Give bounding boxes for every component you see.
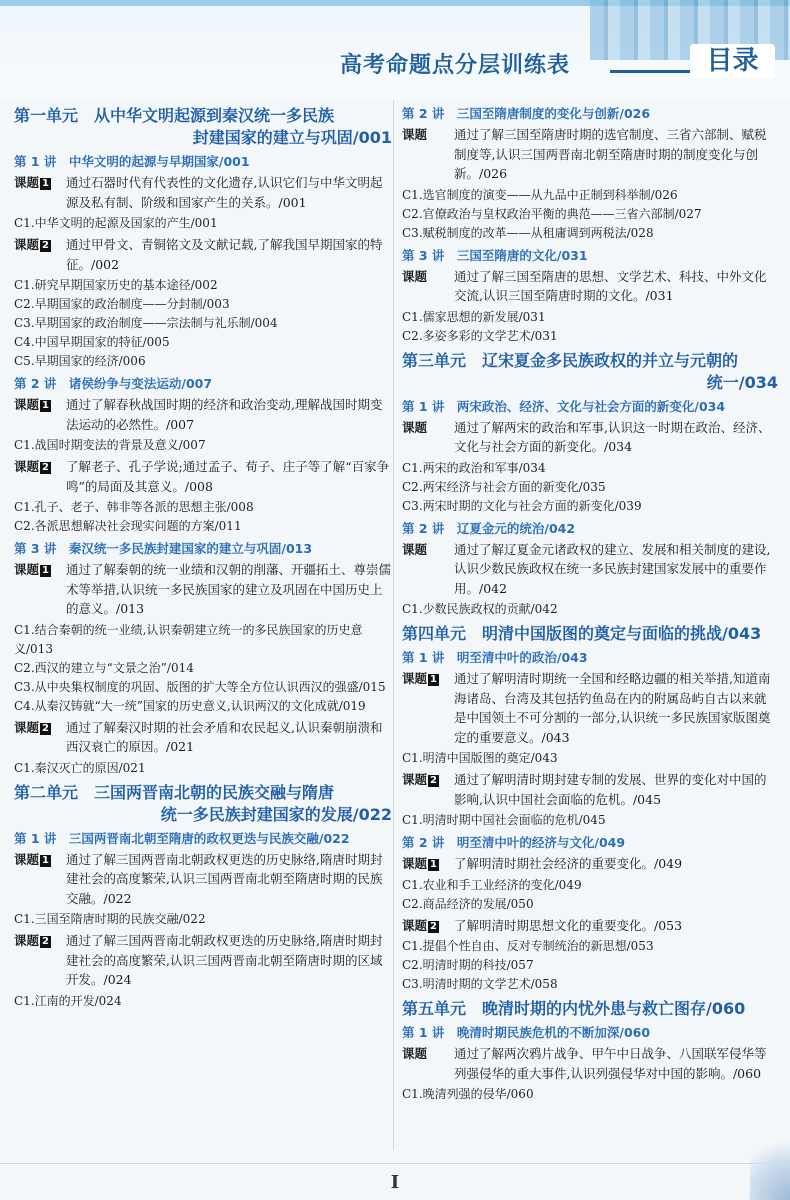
topic-tag: 课题 xyxy=(402,419,428,435)
topic-number-badge: 1 xyxy=(42,565,49,576)
topic-entry[interactable] xyxy=(402,916,778,936)
toc-item[interactable]: C2.多姿多彩的文学艺术/031 xyxy=(402,328,558,343)
unit-heading[interactable] xyxy=(402,623,778,645)
topic-text: 通过了解两宋的政治和军事,认识这一时期在政治、经济、文化与社会方面的新变化。/034 xyxy=(454,419,771,454)
topic-tag: 课题 xyxy=(402,127,428,142)
toc-item[interactable]: C1.明清时期中国社会面临的危机/045 xyxy=(402,813,606,827)
topic-number-badge: 1 xyxy=(430,674,437,685)
topic-text: 通过了解春秋战国时期的经济和政治变动,理解战国时期变法运动的必然性。/007 xyxy=(66,397,383,432)
lecture-heading[interactable]: 第 3 讲 三国至隋唐的文化/031 xyxy=(402,247,588,263)
topic-tag: 课题 2 xyxy=(402,917,437,933)
toc-item[interactable]: C3.从中央集权制度的巩固、版图的扩大等全方位认识西汉的强盛/015 xyxy=(14,679,386,694)
toc-item[interactable]: C1.两宋的政治和军事/034 xyxy=(402,460,546,475)
unit-heading[interactable] xyxy=(402,350,778,394)
toc-item[interactable]: C1.农业和手工业经济的变化/049 xyxy=(402,877,582,892)
topic-tag: 课题 2 xyxy=(14,933,49,948)
toc-item[interactable]: C1.研究早期国家历史的基本途径/002 xyxy=(14,278,218,292)
toc-item[interactable]: C1.三国至隋唐时期的民族交融/022 xyxy=(14,912,206,926)
topic-text: 通过了解三国至隋唐的思想、文学艺术、科技、中外文化交流,认识三国至隋唐时期的文化。/031 xyxy=(454,268,767,303)
lecture-heading[interactable]: 第 1 讲 两宋政治、经济、文化与社会方面的新变化/034 xyxy=(402,398,726,414)
unit-heading[interactable] xyxy=(402,998,778,1020)
footer-divider xyxy=(0,1163,790,1164)
corner-decoration xyxy=(750,1130,790,1200)
toc-item[interactable]: C3.明清时期的文学艺术/058 xyxy=(402,977,558,991)
topic-entry[interactable] xyxy=(14,395,392,434)
toc-item[interactable]: C1.结合秦朝的统一业绩,认识秦朝建立统一的多民族国家的历史意义/013 xyxy=(14,622,363,656)
lecture-heading[interactable]: 第 2 讲 诸侯纷争与变法运动/007 xyxy=(14,376,213,391)
topic-entry[interactable] xyxy=(402,770,778,809)
topic-text: 通过了解三国两晋南北朝政权更迭的历史脉络,隋唐时期封建社会的高度繁荣,认识三国两晋南北朝至隋唐时期的民族交融。/022 xyxy=(66,851,383,906)
topic-tag: 课题 1 xyxy=(14,562,49,577)
topic-tag: 课题 1 xyxy=(14,397,49,412)
toc-item[interactable]: C4.从秦汉铸就“大一统”国家的历史意义,认识两汉的文化成就/019 xyxy=(14,698,366,713)
toc-item[interactable]: C2.早期国家的政治制度——分封制/003 xyxy=(14,297,230,311)
unit-heading[interactable] xyxy=(14,782,392,826)
topic-number-badge: 1 xyxy=(42,854,49,866)
unit-title-line1: 第三单元 辽宋夏金多民族政权的并立与元朝的 xyxy=(402,350,739,370)
topic-tag: 课题 xyxy=(402,541,428,557)
topic-tag: 课题 1 xyxy=(402,856,437,871)
toc-item[interactable]: C2.明清时期的科技/057 xyxy=(402,958,534,972)
lecture-heading[interactable]: 第 1 讲 中华文明的起源与早期国家/001 xyxy=(14,154,250,169)
topic-text: 通过甲骨文、青铜铭文及文献记载,了解我国早期国家的特征。/002 xyxy=(66,237,383,272)
toc-item[interactable]: C3.两宋时期的文化与社会方面的新变化/039 xyxy=(402,498,642,513)
topic-entry[interactable] xyxy=(14,850,392,909)
topic-entry[interactable] xyxy=(14,173,392,212)
lecture-heading[interactable]: 第 2 讲 明至清中叶的经济与文化/049 xyxy=(402,835,626,850)
topic-tag: 课题 2 xyxy=(14,237,49,252)
topic-tag: 课题 1 xyxy=(402,671,437,686)
unit-title-line1: 第一单元 从中华文明起源到秦汉统一多民族 xyxy=(14,106,335,125)
topic-entry[interactable] xyxy=(402,418,778,457)
topic-entry[interactable] xyxy=(402,854,778,874)
topic-text: 通过了解两次鸦片战争、甲午中日战争、八国联军侵华等列强侵华的重大事件,认识列强侵华对中国的影响。/060 xyxy=(454,1046,767,1081)
topic-tag: 课题 2 xyxy=(14,459,49,474)
topic-text: 通过了解辽夏金元诸政权的建立、发展和相关制度的建设,认识少数民族政权在统一多民族封建国家发展中的重要作用。/042 xyxy=(454,541,771,596)
toc-item[interactable]: C3.赋税制度的改革——从租庸调到两税法/028 xyxy=(402,225,654,240)
toc-item[interactable]: C1.选官制度的演变——从九品中正制到科举制/026 xyxy=(402,187,678,202)
unit-title-line1: 第二单元 三国两晋南北朝的民族交融与隋唐 xyxy=(14,782,335,802)
page-number: I xyxy=(390,1172,400,1193)
unit-title-line1: 第五单元 晚清时期的内忧外患与救亡图存/060 xyxy=(402,999,746,1018)
toc-item[interactable]: C2.官僚政治与皇权政治平衡的典范——三省六部制/027 xyxy=(402,206,702,221)
topic-entry[interactable] xyxy=(14,931,392,990)
page-title: 高考命题点分层训练表 xyxy=(340,53,571,78)
toc-item[interactable]: C1.明清中国版图的奠定/043 xyxy=(402,751,558,765)
topic-text: 了解老子、孔子学说;通过孟子、荀子、庄子等了解“百家争鸣”的局面及其意义。/008 xyxy=(66,459,390,494)
topic-entry[interactable] xyxy=(14,560,392,619)
topic-entry[interactable] xyxy=(402,1044,778,1083)
topic-entry[interactable] xyxy=(14,457,392,496)
topic-number-badge: 1 xyxy=(42,178,49,189)
toc-item[interactable]: C2.两宋经济与社会方面的新变化/035 xyxy=(402,479,606,494)
topic-entry[interactable] xyxy=(402,669,778,747)
toc-item[interactable]: C2.商品经济的发展/050 xyxy=(402,896,534,911)
unit-title-line2: 统一/034 xyxy=(706,372,778,392)
topic-text: 通过了解三国至隋唐时期的选官制度、三省六部制、赋税制度等,认识三国两晋南北朝至隋唐时期的制度变化与创新。/026 xyxy=(454,127,767,181)
topic-tag: 课题 1 xyxy=(14,175,49,190)
topic-number-badge: 2 xyxy=(430,775,437,786)
topic-number-badge: 2 xyxy=(42,722,49,734)
topic-tag: 课题 1 xyxy=(14,851,49,867)
toc-item[interactable]: C1.儒家思想的新发展/031 xyxy=(402,309,546,324)
topic-number-badge: 2 xyxy=(430,920,437,932)
topic-entry[interactable] xyxy=(402,267,778,306)
topic-entry[interactable] xyxy=(402,125,778,184)
unit-title-line2: 封建国家的建立与巩固/001 xyxy=(192,128,392,147)
toc-item[interactable]: C2.各派思想解决社会现实问题的方案/011 xyxy=(14,519,242,533)
toc-right-column xyxy=(402,101,778,1104)
topic-tag: 课题 2 xyxy=(14,719,49,735)
topic-number-badge: 2 xyxy=(42,936,49,947)
toc-item[interactable]: C1.中华文明的起源及国家的产生/001 xyxy=(14,216,218,230)
topic-text: 了解明清时期思想文化的重要变化。/053 xyxy=(454,917,683,933)
topic-text: 通过了解秦朝的统一业绩和汉朝的削藩、开疆拓土、尊崇儒术等举措,认识统一多民族国家的建立及巩固在中国历史上的意义。/013 xyxy=(66,562,392,616)
toc-left-column xyxy=(14,101,392,1011)
topic-number-badge: 1 xyxy=(42,400,49,411)
toc-item[interactable]: C4.中国早期国家的特征/005 xyxy=(14,335,170,349)
toc-item[interactable]: C1.江南的开发/024 xyxy=(14,993,122,1008)
lecture-heading[interactable]: 第 2 讲 辽夏金元的统治/042 xyxy=(402,520,576,536)
lecture-heading[interactable]: 第 1 讲 三国两晋南北朝至隋唐的政权更迭与民族交融/022 xyxy=(14,830,350,846)
topic-text: 了解明清时期社会经济的重要变化。/049 xyxy=(454,856,683,871)
toc-item[interactable]: C3.早期国家的政治制度——宗法制与礼乐制/004 xyxy=(14,316,278,330)
unit-heading[interactable] xyxy=(14,105,392,149)
topic-tag: 课题 xyxy=(402,1046,428,1061)
toc-item[interactable]: C1.孔子、老子、韩非等各派的思想主张/008 xyxy=(14,500,254,514)
toc-item[interactable]: C5.早期国家的经济/006 xyxy=(14,354,146,368)
topic-entry[interactable] xyxy=(14,718,392,757)
catalog-label: 目录 xyxy=(690,44,775,78)
topic-text: 通过了解明清时期统一全国和经略边疆的相关举措,知道南海诸岛、台湾及其包括钓鱼岛在内的附属岛屿自古以来就是中国领土不可分割的一部分,认识统一多民族国家版图奠定的重要意义。/043 xyxy=(454,671,771,745)
topic-entry[interactable] xyxy=(402,540,778,599)
toc-item[interactable]: C1.提倡个性自由、反对专制统治的新思想/053 xyxy=(402,939,654,953)
topic-text: 通过了解三国两晋南北朝政权更迭的历史脉络,隋唐时期封建社会的高度繁荣,认识三国两晋南北朝至隋唐时期的区域开发。/024 xyxy=(66,933,383,987)
topic-text: 通过石器时代有代表性的文化遗存,认识它们与中华文明起源及私有制、阶级和国家产生的关系。/001 xyxy=(66,175,383,210)
lecture-heading[interactable]: 第 1 讲 明至清中叶的政治/043 xyxy=(402,650,588,665)
toc-item[interactable]: C1.晚清列强的侵华/060 xyxy=(402,1087,534,1101)
unit-title-line2: 统一多民族封建国家的发展/022 xyxy=(160,804,392,824)
topic-text: 通过了解明清时期封建专制的发展、世界的变化对中国的影响,认识中国社会面临的危机。/045 xyxy=(454,772,767,807)
lecture-heading[interactable]: 第 1 讲 晚清时期民族危机的不断加深/060 xyxy=(402,1025,651,1040)
toc-item[interactable]: C1.战国时期变法的背景及意义/007 xyxy=(14,438,206,452)
toc-item[interactable]: C1.少数民族政权的贡献/042 xyxy=(402,602,558,616)
topic-tag: 课题 xyxy=(402,268,428,284)
topic-text: 通过了解秦汉时期的社会矛盾和农民起义,认识秦朝崩溃和西汉衰亡的原因。/021 xyxy=(66,719,383,754)
toc-item[interactable]: C2.西汉的建立与“文景之治”/014 xyxy=(14,660,194,675)
lecture-heading[interactable]: 第 3 讲 秦汉统一多民族封建国家的建立与巩固/013 xyxy=(14,541,313,556)
topic-number-badge: 1 xyxy=(430,859,437,870)
toc-item[interactable]: C1.秦汉灭亡的原因/021 xyxy=(14,760,146,775)
topic-tag: 课题 2 xyxy=(402,772,437,787)
topic-number-badge: 2 xyxy=(42,462,49,473)
lecture-heading[interactable]: 第 2 讲 三国至隋唐制度的变化与创新/026 xyxy=(402,106,651,121)
topic-number-badge: 2 xyxy=(42,240,49,251)
topic-entry[interactable] xyxy=(14,235,392,274)
unit-title-line1: 第四单元 明清中国版图的奠定与面临的挑战/043 xyxy=(402,624,762,643)
column-divider xyxy=(393,100,394,1150)
